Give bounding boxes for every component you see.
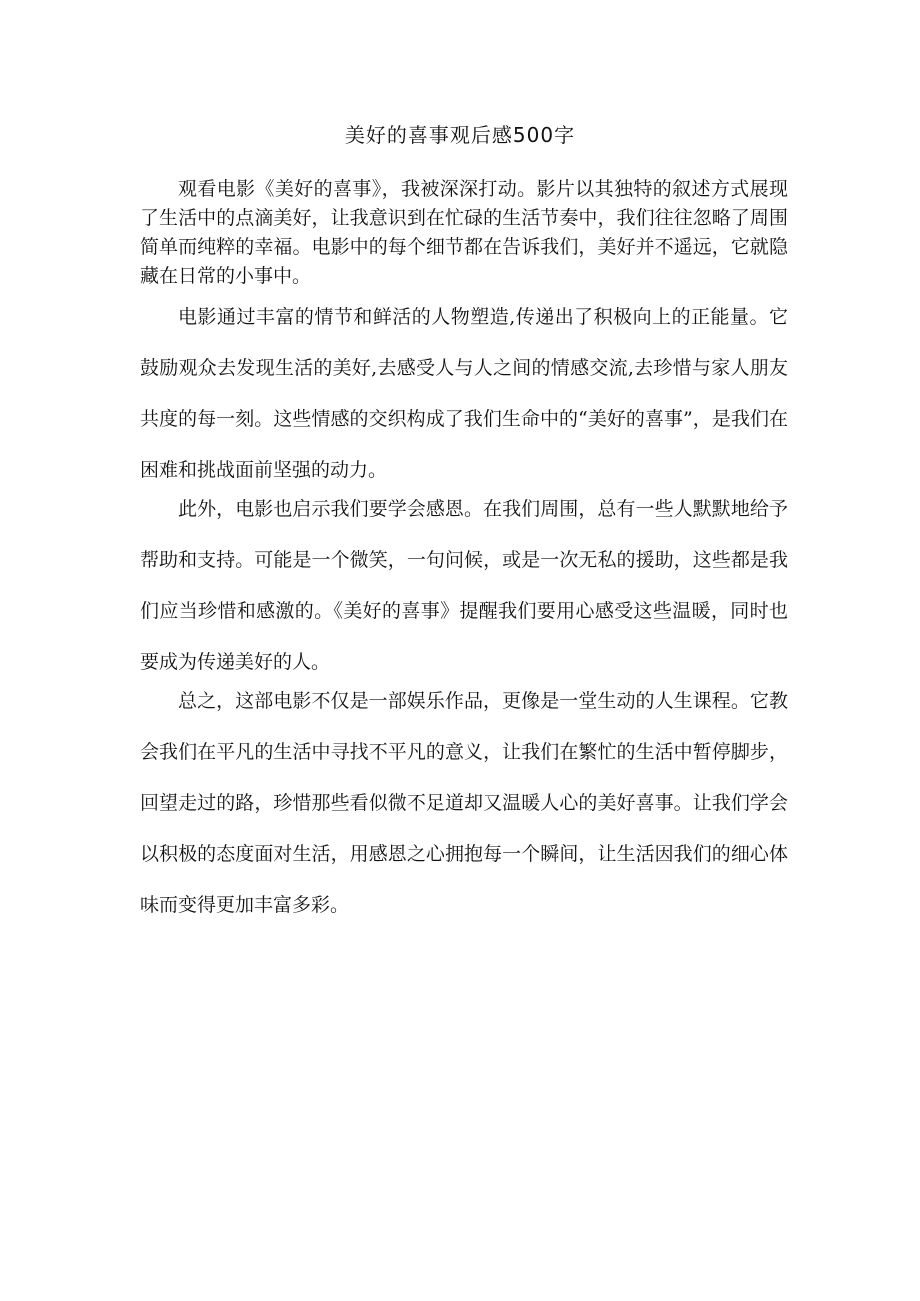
paragraph-2: 电影通过丰富的情节和鲜活的人物塑造,传递出了积极向上的正能量。它鼓励观众去发现生活的美好,去感受人与人之间的情感交流,去珍惜与家人朋友共度的每一刻。这些情感的交织构成了我们生命中的“美好的喜事”，是我们在困难和挑战面前坚强的动力。: [140, 306, 788, 481]
paragraph-4: 总之，这部电影不仅是一部娱乐作品，更像是一堂生动的人生课程。它教会我们在平凡的生活中寻找不平凡的意义，让我们在繁忙的生活中暂停脚步，回望走过的路，珍惜那些看似微不足道却又温暖人心的美好喜事。让我们学会以积极的态度面对生活，用感恩之心拥抱每一个瞬间，让生活因我们的细心体味而变得更加丰富多彩。: [140, 690, 788, 916]
paragraph-3: 此外，电影也启示我们要学会感恩。在我们周围，总有一些人默默地给予帮助和支持。可能是一个微笑，一句问候，或是一次无私的援助，这些都是我们应当珍惜和感激的。《美好的喜事》提醒我们要用心感受这些温暖，同时也要成为传递美好的人。: [140, 498, 788, 673]
page-title: 美好的喜事观后感500字: [344, 123, 576, 147]
paragraph-1: 观看电影《美好的喜事》，我被深深打动。影片以其独特的叙述方式展现了生活中的点滴美好，让我意识到在忙碌的生活节奏中，我们往往忽略了周围简单而纯粹的幸福。电影中的每个细节都在告诉我们，美好并不遥远，它就隐藏在日常的小事中。: [140, 178, 788, 287]
